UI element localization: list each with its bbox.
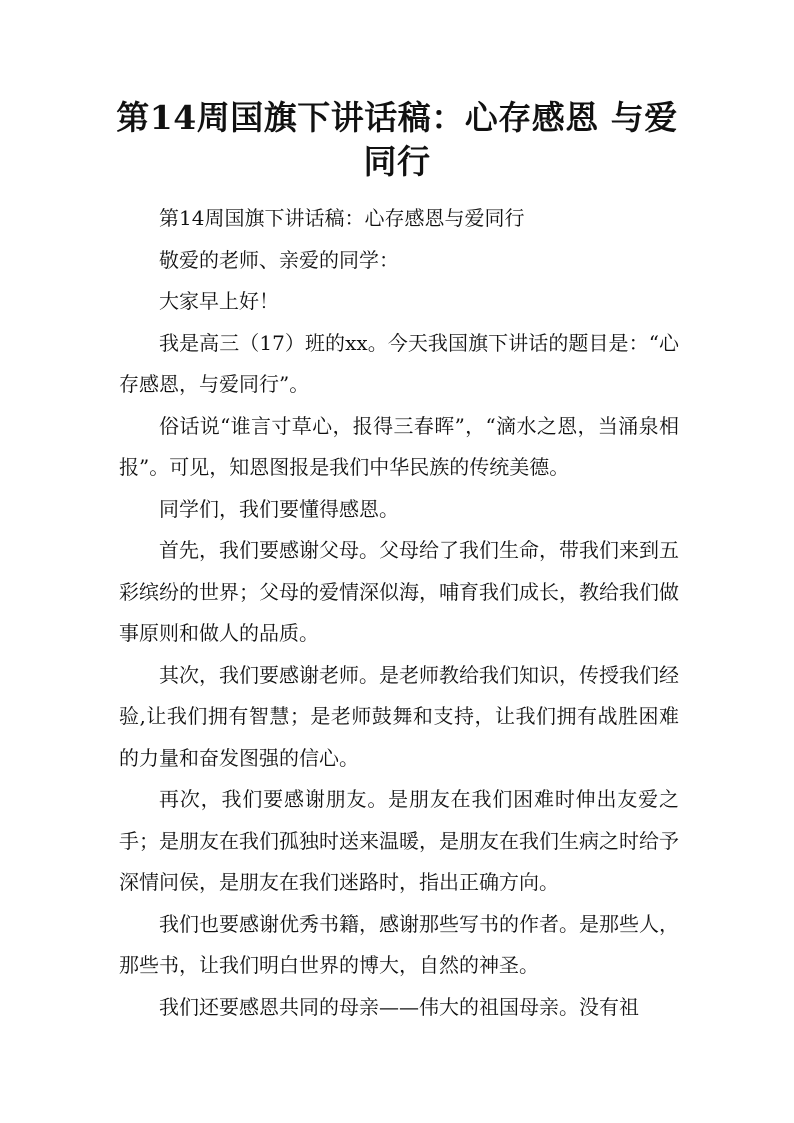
document-title: 第14周国旗下讲话稿：心存感恩 与爱同行: [116, 98, 678, 181]
paragraph-parents: 首先，我们要感谢父母。父母给了我们生命，带我们来到五彩缤纷的世界；父母的爱情深似海，哺育我们成长，教给我们做事原则和做人的品质。: [119, 538, 679, 645]
paragraph-friends: 再次，我们要感谢朋友。是朋友在我们困难时伸出友爱之手；是朋友在我们孤独时送来温暖，是朋友在我们生病之时给予深情问侯，是朋友在我们迷路时，指出正确方向。: [119, 787, 679, 894]
paragraph-subtitle: 第14周国旗下讲话稿：心存感恩与爱同行: [159, 206, 525, 230]
paragraph-greeting: 大家早上好！: [159, 289, 279, 313]
paragraph-salutation: 敬爱的老师、亲爱的同学：: [159, 247, 399, 272]
paragraph-thesis: 同学们，我们要懂得感恩。: [159, 496, 399, 521]
document-body: [119, 198, 679, 1028]
paragraph-books: 我们也要感谢优秀书籍，感谢那些写书的作者。是那些人，那些书，让我们明白世界的博大，自然的神圣。: [119, 911, 679, 977]
paragraph-introduction: 我是高三（17）班的xx。今天我国旗下讲话的题目是：“心存感恩，与爱同行”。: [119, 330, 679, 396]
paragraph-proverb: 俗话说“谁言寸草心，报得三春晖”，“滴水之恩，当涌泉相报”。可见，知恩图报是我们中华民族的传统美德。: [119, 413, 679, 479]
paragraph-motherland: 我们还要感恩共同的母亲——伟大的祖国母亲。没有祖: [159, 994, 639, 1019]
paragraph-teachers: 其次，我们要感谢老师。是老师教给我们知识，传授我们经验,让我们拥有智慧；是老师鼓舞和支持，让我们拥有战胜困难的力量和奋发图强的信心。: [119, 662, 679, 770]
